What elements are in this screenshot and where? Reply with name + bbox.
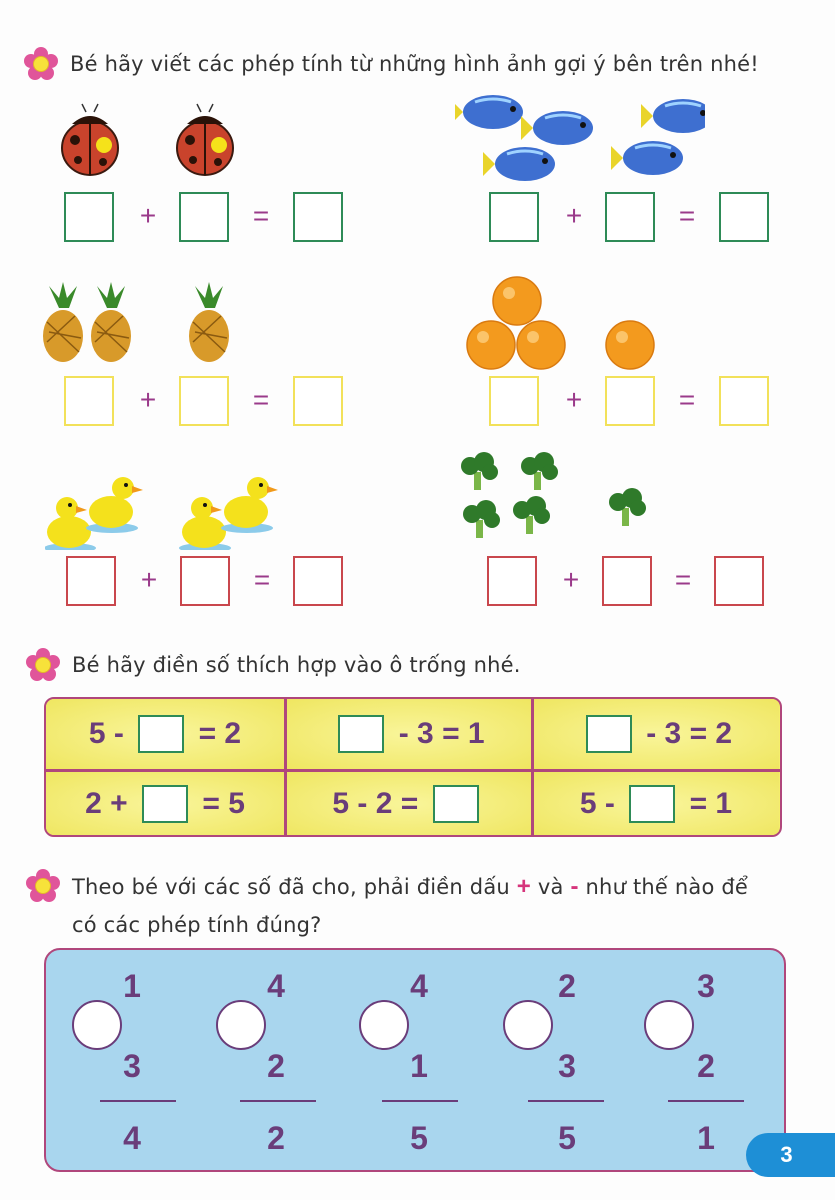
cell-text-before: 5 -: [579, 787, 624, 820]
answer-box[interactable]: [66, 556, 116, 606]
plus-sign: +: [565, 200, 583, 231]
cell-text-after: = 5: [194, 787, 245, 820]
picture-group-broccoli: [460, 450, 660, 545]
sum-line: [528, 1100, 604, 1102]
result-number: 5: [410, 1120, 428, 1156]
answer-box[interactable]: [489, 192, 539, 242]
operator-circle[interactable]: [503, 1000, 553, 1050]
orange-icon: [465, 275, 665, 375]
picture-group-ducks: [45, 470, 280, 550]
middle-number: 3: [123, 1048, 141, 1084]
result-number: 2: [267, 1120, 285, 1156]
answer-box[interactable]: [605, 192, 655, 242]
heading-text: như thế nào để: [578, 875, 749, 899]
answer-box[interactable]: [179, 376, 229, 426]
answer-box[interactable]: [586, 715, 632, 753]
answer-box[interactable]: [293, 376, 343, 426]
table-cell: [533, 771, 779, 837]
plus-sign: +: [565, 384, 583, 415]
answer-box[interactable]: [602, 556, 652, 606]
cell-text-after: = 1: [681, 787, 733, 820]
section1-heading: Bé hãy viết các phép tính từ những hình ảnh gợi ý bên trên nhé!: [70, 52, 759, 76]
page-number-badge: 3: [746, 1133, 835, 1177]
middle-number: 2: [697, 1048, 715, 1084]
cell-text-before: 2 +: [85, 787, 136, 820]
plus-sign: +: [562, 564, 580, 595]
equals-sign: =: [252, 384, 270, 415]
sum-line: [100, 1100, 176, 1102]
top-number: 4: [410, 968, 428, 1004]
answer-box[interactable]: [64, 376, 114, 426]
section3-heading: [72, 873, 748, 901]
answer-box[interactable]: [293, 556, 343, 606]
sum-line: [668, 1100, 744, 1102]
answer-box[interactable]: [714, 556, 764, 606]
sum-line: [382, 1100, 458, 1102]
duck-icon: [45, 470, 280, 550]
minus-sign: -: [570, 873, 579, 900]
operator-circle[interactable]: [216, 1000, 266, 1050]
picture-group-fish: [455, 90, 705, 185]
top-number: 1: [123, 968, 141, 1004]
flower-bullet-icon: [26, 648, 60, 682]
plus-sign: +: [516, 873, 532, 900]
middle-number: 3: [558, 1048, 576, 1084]
pineapple-icon: [35, 282, 245, 364]
heading-text: Theo bé với các số đã cho, phải điền dấu: [72, 875, 517, 899]
table-cell: [46, 771, 284, 837]
answer-box[interactable]: [433, 785, 479, 823]
middle-number: 1: [410, 1048, 428, 1084]
answer-box[interactable]: [180, 556, 230, 606]
answer-box[interactable]: [629, 785, 675, 823]
heading-text: và: [531, 875, 571, 899]
equals-sign: =: [252, 200, 270, 231]
operator-circle[interactable]: [644, 1000, 694, 1050]
equals-sign: =: [674, 564, 692, 595]
section3-heading-line2: có các phép tính đúng?: [72, 913, 322, 937]
top-number: 3: [697, 968, 715, 1004]
picture-group-pineapples: [35, 282, 245, 364]
cell-text-before: 5 -: [88, 717, 133, 750]
cell-text-after: = 2: [190, 717, 242, 750]
table-divider: [46, 769, 782, 772]
answer-box[interactable]: [138, 715, 184, 753]
middle-number: 2: [267, 1048, 285, 1084]
answer-box[interactable]: [64, 192, 114, 242]
table-cell: [286, 699, 531, 769]
picture-group-ladybugs: [60, 100, 260, 180]
top-number: 2: [558, 968, 576, 1004]
result-number: 5: [558, 1120, 576, 1156]
top-number: 4: [267, 968, 285, 1004]
table-cell: [533, 699, 779, 769]
answer-box[interactable]: [338, 715, 384, 753]
fill-in-table: [44, 697, 782, 837]
cell-text-after: - 3 = 1: [390, 717, 485, 750]
section2-heading: Bé hãy điền số thích hợp vào ô trống nhé.: [72, 653, 521, 677]
plus-sign: +: [140, 564, 158, 595]
answer-box[interactable]: [179, 192, 229, 242]
table-divider: [284, 699, 287, 837]
plus-sign: +: [139, 384, 157, 415]
answer-box[interactable]: [489, 376, 539, 426]
answer-box[interactable]: [719, 192, 769, 242]
cell-text-before: 5 - 2 =: [332, 787, 427, 820]
operator-circle[interactable]: [359, 1000, 409, 1050]
table-divider: [531, 699, 534, 837]
flower-bullet-icon: [26, 869, 60, 903]
plus-sign: +: [139, 200, 157, 231]
sum-line: [240, 1100, 316, 1102]
fish-icon: [455, 90, 705, 185]
table-cell: [286, 771, 531, 837]
answer-box[interactable]: [142, 785, 188, 823]
equals-sign: =: [253, 564, 271, 595]
ladybug-icon: [60, 100, 260, 180]
operator-puzzle-panel: [44, 948, 786, 1172]
cell-text-after: - 3 = 2: [637, 717, 733, 750]
answer-box[interactable]: [719, 376, 769, 426]
answer-box[interactable]: [487, 556, 537, 606]
equals-sign: =: [678, 384, 696, 415]
broccoli-icon: [460, 450, 660, 545]
result-number: 4: [123, 1120, 141, 1156]
picture-group-oranges: [465, 275, 665, 375]
answer-box[interactable]: [605, 376, 655, 426]
table-cell: [46, 699, 284, 769]
answer-box[interactable]: [293, 192, 343, 242]
equals-sign: =: [678, 200, 696, 231]
flower-bullet-icon: [24, 47, 58, 81]
result-number: 1: [697, 1120, 715, 1156]
operator-circle[interactable]: [72, 1000, 122, 1050]
